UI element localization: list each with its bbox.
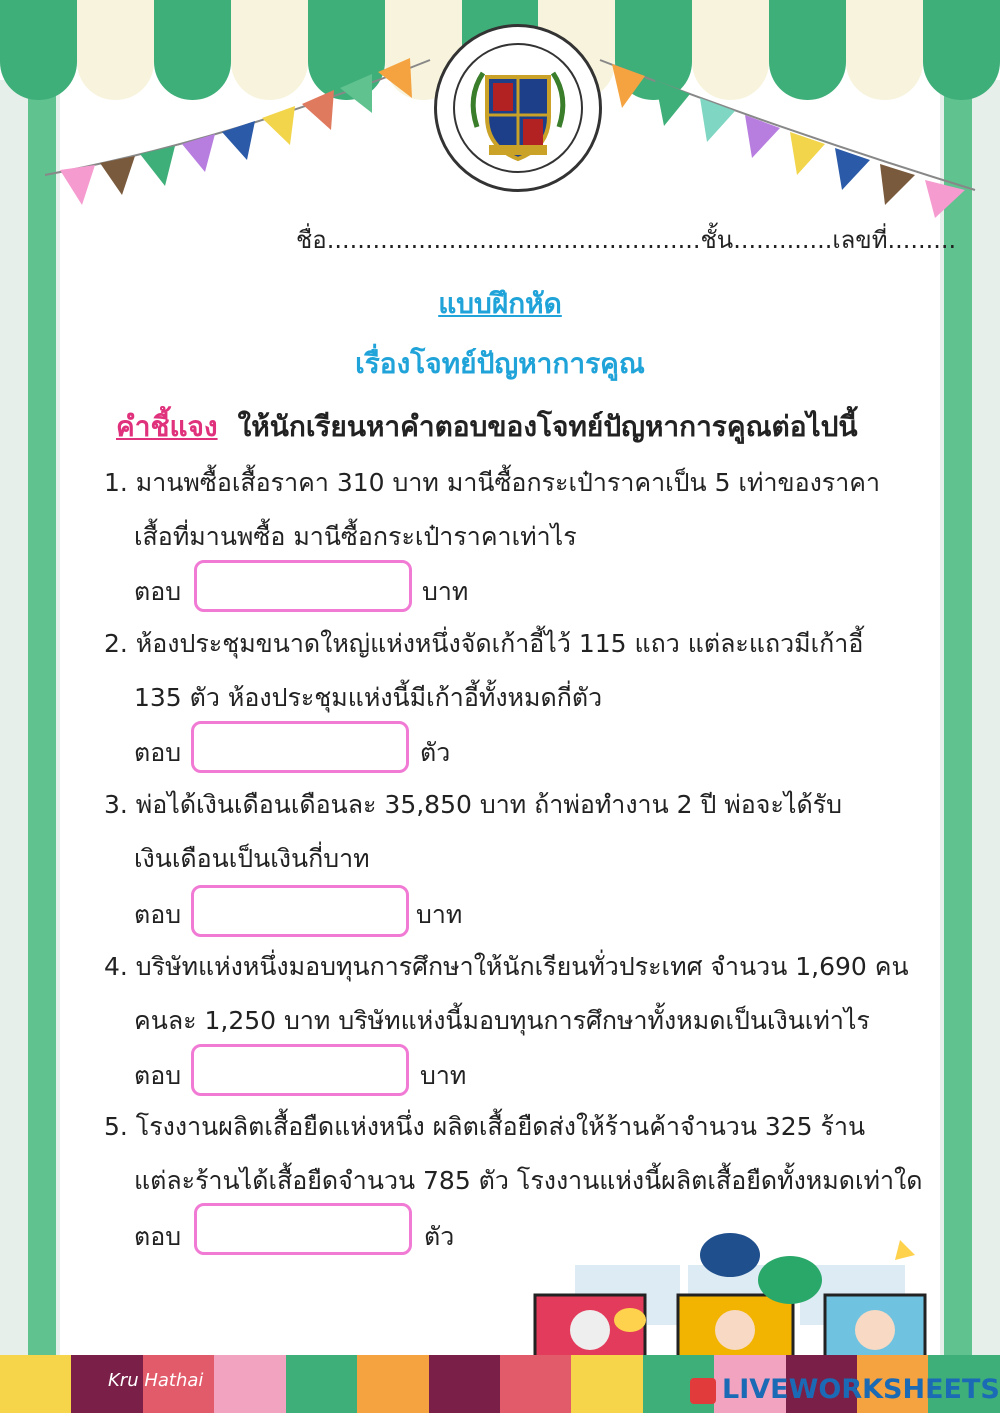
question-2-line1: 2. ห้องประชุมขนาดใหญ่แห่งหนึ่งจัดเก้าอี้ไว้ 115 แถว แต่ละแถวมีเก้าอี้: [104, 629, 864, 658]
answer-input-5[interactable]: [194, 1203, 412, 1255]
answer-label-3: ตอบ: [134, 900, 182, 929]
question-1: [104, 456, 880, 564]
question-1-line2: เสื้อที่มานพซื้อ มานีซื้อกระเป๋าราคาเท่าไร: [134, 522, 577, 551]
worksheet-title: แบบฝึกหัด: [438, 287, 562, 320]
worksheet-subtitle: เรื่องโจทย์ปัญหาการคูณ: [355, 347, 645, 380]
answer-label-5: ตอบ: [134, 1222, 182, 1251]
instruction-label: คำชี้แจง: [116, 410, 218, 443]
question-1-line1: 1. มานพซื้อเสื้อราคา 310 บาท มานีซื้อกระเป๋าราคาเป็น 5 เท่าของราคา: [104, 468, 881, 497]
answer-input-2[interactable]: [191, 721, 409, 773]
question-5: [104, 1100, 922, 1208]
answer-label-1: ตอบ: [134, 577, 182, 606]
answer-label-2: ตอบ: [134, 738, 182, 767]
question-3-line1: 3. พ่อได้เงินเดือนเดือนละ 35,850 บาท ถ้าพ่อทำงาน 2 ปี พ่อจะได้รับ: [104, 790, 842, 819]
question-5-line1: 5. โรงงานผลิตเสื้อยืดแห่งหนึ่ง ผลิตเสื้อยืดส่งให้ร้านค้าจำนวน 325 ร้าน: [104, 1112, 866, 1141]
question-2-line2: 135 ตัว ห้องประชุมแห่งนี้มีเก้าอี้ทั้งหมดกี่ตัว: [134, 683, 603, 712]
answer-unit-4: บาท: [420, 1061, 467, 1090]
left-border: [0, 80, 60, 1360]
answer-input-1[interactable]: [194, 560, 412, 612]
answer-unit-2: ตัว: [420, 738, 451, 767]
answer-label-4: ตอบ: [134, 1061, 182, 1090]
question-4-line2: คนละ 1,250 บาท บริษัทแห่งนี้มอบทุนการศึกษาทั้งหมดเป็นเงินเท่าไร: [134, 1006, 870, 1035]
question-5-line2: แต่ละร้านได้เสื้อยืดจำนวน 785 ตัว โรงงานแห่งนี้ผลิตเสื้อยืดทั้งหมดเท่าใด: [134, 1166, 923, 1195]
school-logo: [434, 24, 602, 192]
question-2: [104, 617, 863, 725]
answer-input-4[interactable]: [191, 1044, 409, 1096]
online-class-illustration: [520, 1230, 940, 1370]
author-credit: Kru Hathai: [108, 1370, 204, 1391]
answer-input-3[interactable]: [191, 885, 409, 937]
answer-unit-1: บาท: [422, 577, 469, 606]
question-3: [104, 778, 842, 886]
instruction: [116, 405, 858, 449]
question-4-line1: 4. บริษัทแห่งหนึ่งมอบทุนการศึกษาให้นักเรียนทั่วประเทศ จำนวน 1,690 คน: [104, 952, 909, 981]
question-4: [104, 940, 909, 1048]
question-3-line2: เงินเดือนเป็นเงินกี่บาท: [134, 844, 370, 873]
answer-unit-5: ตัว: [424, 1222, 455, 1251]
liveworksheets-logo: LIVEWORKSHEETS: [690, 1374, 1000, 1405]
liveworksheets-badge-icon: [690, 1378, 716, 1404]
right-border: [940, 80, 1000, 1360]
answer-unit-3: บาท: [416, 900, 463, 929]
instruction-text: ให้นักเรียนหาคำตอบของโจทย์ปัญหาการคูณต่อไปนี้: [237, 410, 858, 443]
student-info-line: ชื่อ.................................................ชั้น.............เลขที่.........: [296, 226, 957, 254]
